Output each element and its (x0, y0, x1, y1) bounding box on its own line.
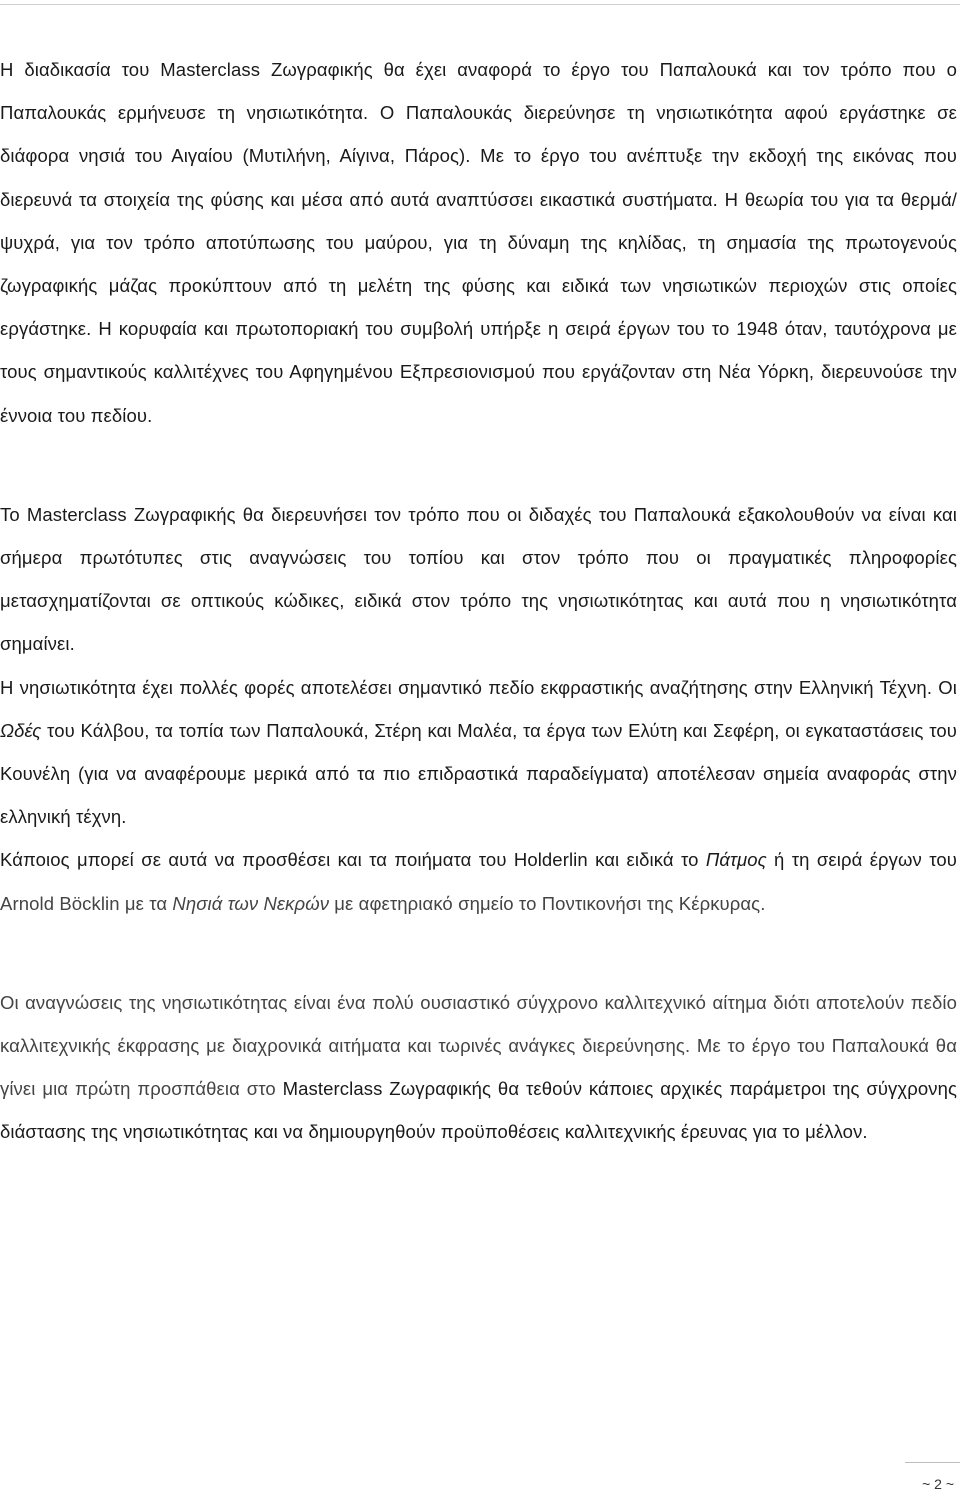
paragraph-holderlin (0, 838, 957, 924)
odes-title: Ωδές (0, 719, 42, 741)
paragraph-holderlin-part4: με αφετηριακό σημείο το Ποντικονήσι της Κέρκυρας. (329, 892, 766, 914)
paragraph-masterclass: Το Masterclass Ζωγραφικής θα διερευνήσει τον τρόπο που οι διδαχές του Παπαλουκά εξακολουθούν να είναι και σήμερα πρωτότυπες στις αναγνώσεις του τοπίου και στον τρόπο που οι πραγματικές πληροφορίες μετασχηματίζονται σε οπτικούς κώδικες, ειδικά στον τρόπο της νησιωτικότητας και αυτά που η νησιωτικότητα σημαίνει. (0, 503, 957, 655)
paragraph-intro-part2: Η θεωρία του για τα θερμά/ψυχρά, για τον τρόπο αποτύπωσης του μαύρου, για τη δύναμη της κηλίδας, τη σημασία της πρωτογενούς ζωγραφικής μάζας προκύπτουν από τη μελέτη της φύσης και ειδικά των νησιωτικών περιοχών στις οποίες εργάστηκε. Η κορυφαία και πρωτοποριακή του συμβολή υπήρξε η σειρά έργων του το 1948 όταν, ταυτόχρονα με τους σημαντικούς καλλιτέχνες του Αφηγημένου Εξπρεσιονισμού που εργάζονταν στη Νέα Υόρκη, διερευνούσε την έννοια του πεδίου. (0, 188, 958, 426)
paragraph-holderlin-part3: Arnold Böcklin με τα (0, 892, 173, 914)
paragraph-gap (0, 925, 957, 981)
paragraph-readings (0, 981, 957, 1154)
paragraph-readings-part2: Masterclass Ζωγραφικής θα τεθούν κάποιες αρχικές παράμετροι της σύγχρονης διάστασης της νησιωτικότητας και να δημιουργηθούν προϋποθέσεις καλλιτεχνικής έρευνας για το μέλλον. (0, 1078, 957, 1143)
paragraph-intro (0, 48, 957, 437)
paragraph-intro-part1: Η διαδικασία του Masterclass Ζωγραφικής θα έχει αναφορά το έργο του Παπαλουκά και τον τρόπο που ο Παπαλουκάς ερμήνευσε τη νησιωτικότητα. Ο Παπαλουκάς διερεύνησε τη νησιωτικότητα αφού εργάστηκε σε διάφορα νησιά του Αιγαίου (Μυτιλήνη, Αίγινα, Πάρος). Με το έργο του ανέπτυξε την εκδοχή της εικόνας που διερευνά τα στοιχεία της φύσης και μέσα από αυτά αναπτύσσει εικαστικά συστήματα. (0, 59, 957, 210)
paragraph-islandness-part1: Η νησιωτικότητα έχει πολλές φορές αποτελέσει σημαντικό πεδίο εκφραστικής αναζήτησης στην Ελληνική Τέχνη. Οι (0, 676, 957, 698)
patmos-title: Πάτμος (705, 849, 767, 871)
paragraph-readings-part1: Οι αναγνώσεις της νησιωτικότητας είναι ένα πολύ ουσιαστικό σύγχρονο καλλιτεχνικό αίτημα διότι αποτελούν πεδίο καλλιτεχνικής έκφρασης με διαχρονικά αιτήματα και τωρινές ανάγκες διερεύνησης. Με το έργο του Παπαλουκά θα γίνει μια πρώτη προσπάθεια στο (0, 991, 957, 1100)
top-rule (0, 4, 960, 5)
page-number: ~ 2 ~ (922, 1476, 954, 1492)
paragraph-holderlin-part1: Κάποιος μπορεί σε αυτά να προσθέσει και τα ποιήματα του Holderlin και ειδικά το (0, 849, 706, 871)
paragraph-islandness (0, 666, 957, 839)
document-body (0, 48, 957, 1154)
footer-rule (905, 1462, 960, 1463)
paragraph-gap (0, 437, 957, 493)
paragraph-holderlin-part2: ή τη σειρά έργων του (766, 849, 957, 871)
paragraph-islandness-part2: του Κάλβου, τα τοπία των Παπαλουκά, Στέρη και Μαλέα, τα έργα των Ελύτη και Σεφέρη, οι εγκαταστάσεις του Κουνέλη (για να αναφέρουμε μερικά από τα πιο επιδραστικά παραδείγματα) αποτέλεσαν σημεία αναφοράς στην ελληνική τέχνη. (0, 719, 957, 828)
isle-of-the-dead-title: Νησιά των Νεκρών (172, 892, 330, 914)
